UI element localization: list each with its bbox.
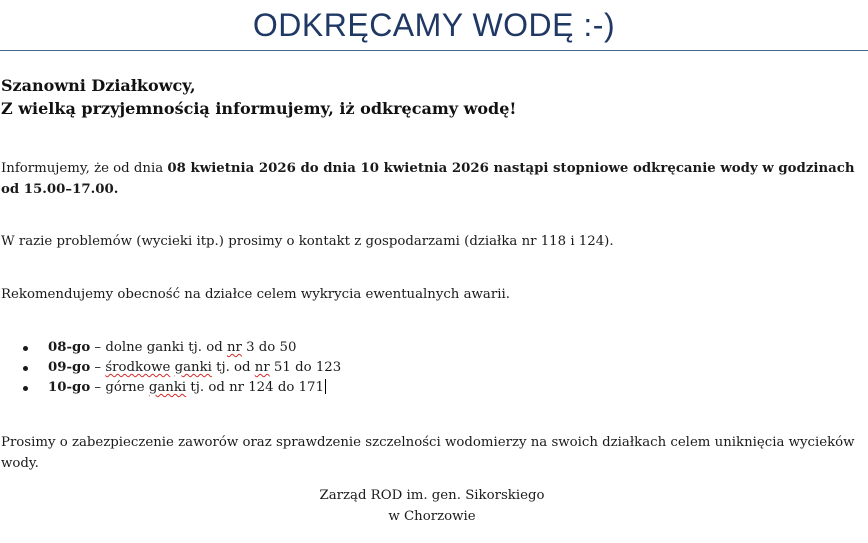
schedule-dash: – — [90, 340, 106, 355]
signature — [0, 485, 864, 527]
schedule-day: 08-go — [48, 340, 91, 355]
signature-board: Zarząd ROD im. gen. Sikorskiego — [319, 488, 545, 503]
schedule-day: 10-go — [48, 380, 91, 395]
dates-bold: 08 kwietnia 2026 do dnia 10 kwietnia 2026 nastąpi stopniowe odkręcanie wody w godzinach od 15.00–17.00. — [1, 161, 855, 197]
bullet-icon — [23, 346, 28, 351]
spellcheck-word: nr — [254, 360, 270, 375]
schedule-range: 51 do 123 — [269, 360, 342, 375]
document-title: ODKRĘCAMY WODĘ :-) — [252, 7, 616, 43]
presence-paragraph: Rekomendujemy obecność na działce celem wykrycia ewentualnych awarii. — [1, 287, 510, 302]
schedule-text: górne — [105, 380, 149, 395]
protect-paragraph: Prosimy o zabezpieczenie zaworów oraz sprawdzenie szczelności wodomierzy na swoich działkach celem uniknięcia wycieków wody. — [1, 435, 855, 471]
list-item — [0, 378, 341, 398]
signature-city: w Chorzowie — [388, 509, 476, 524]
spellcheck-word: środkowe — [105, 360, 171, 375]
schedule-dash: – — [90, 380, 106, 395]
title-divider — [0, 50, 868, 51]
schedule-day: 09-go — [48, 360, 91, 375]
schedule-text: dolne ganki tj. od — [105, 340, 227, 355]
greeting-announcement: Z wielką przyjemnością informujemy, iż odkręcamy wodę! — [1, 99, 517, 118]
spellcheck-word: ganki — [148, 380, 187, 395]
schedule-range: 3 do 50 — [241, 340, 297, 355]
list-item — [0, 358, 341, 378]
dates-paragraph — [1, 158, 861, 200]
bullet-icon — [23, 386, 28, 391]
schedule-text: tj. od — [211, 360, 255, 375]
greeting — [1, 74, 516, 120]
greeting-salutation: Szanowni Działkowcy, — [1, 76, 196, 95]
schedule-dash: – — [90, 360, 106, 375]
list-item — [0, 338, 341, 358]
bullet-icon — [23, 366, 28, 371]
schedule-range: tj. od nr 124 do 171 — [186, 380, 324, 395]
schedule-list — [0, 338, 341, 398]
problems-paragraph: W razie problemów (wycieki itp.) prosimy o kontakt z gospodarzami (działka nr 118 i 124). — [1, 234, 614, 249]
spellcheck-word: nr — [226, 340, 242, 355]
dates-prefix: Informujemy, że od dnia — [1, 161, 168, 176]
text-cursor — [325, 379, 326, 394]
spellcheck-word: ganki — [174, 360, 212, 375]
